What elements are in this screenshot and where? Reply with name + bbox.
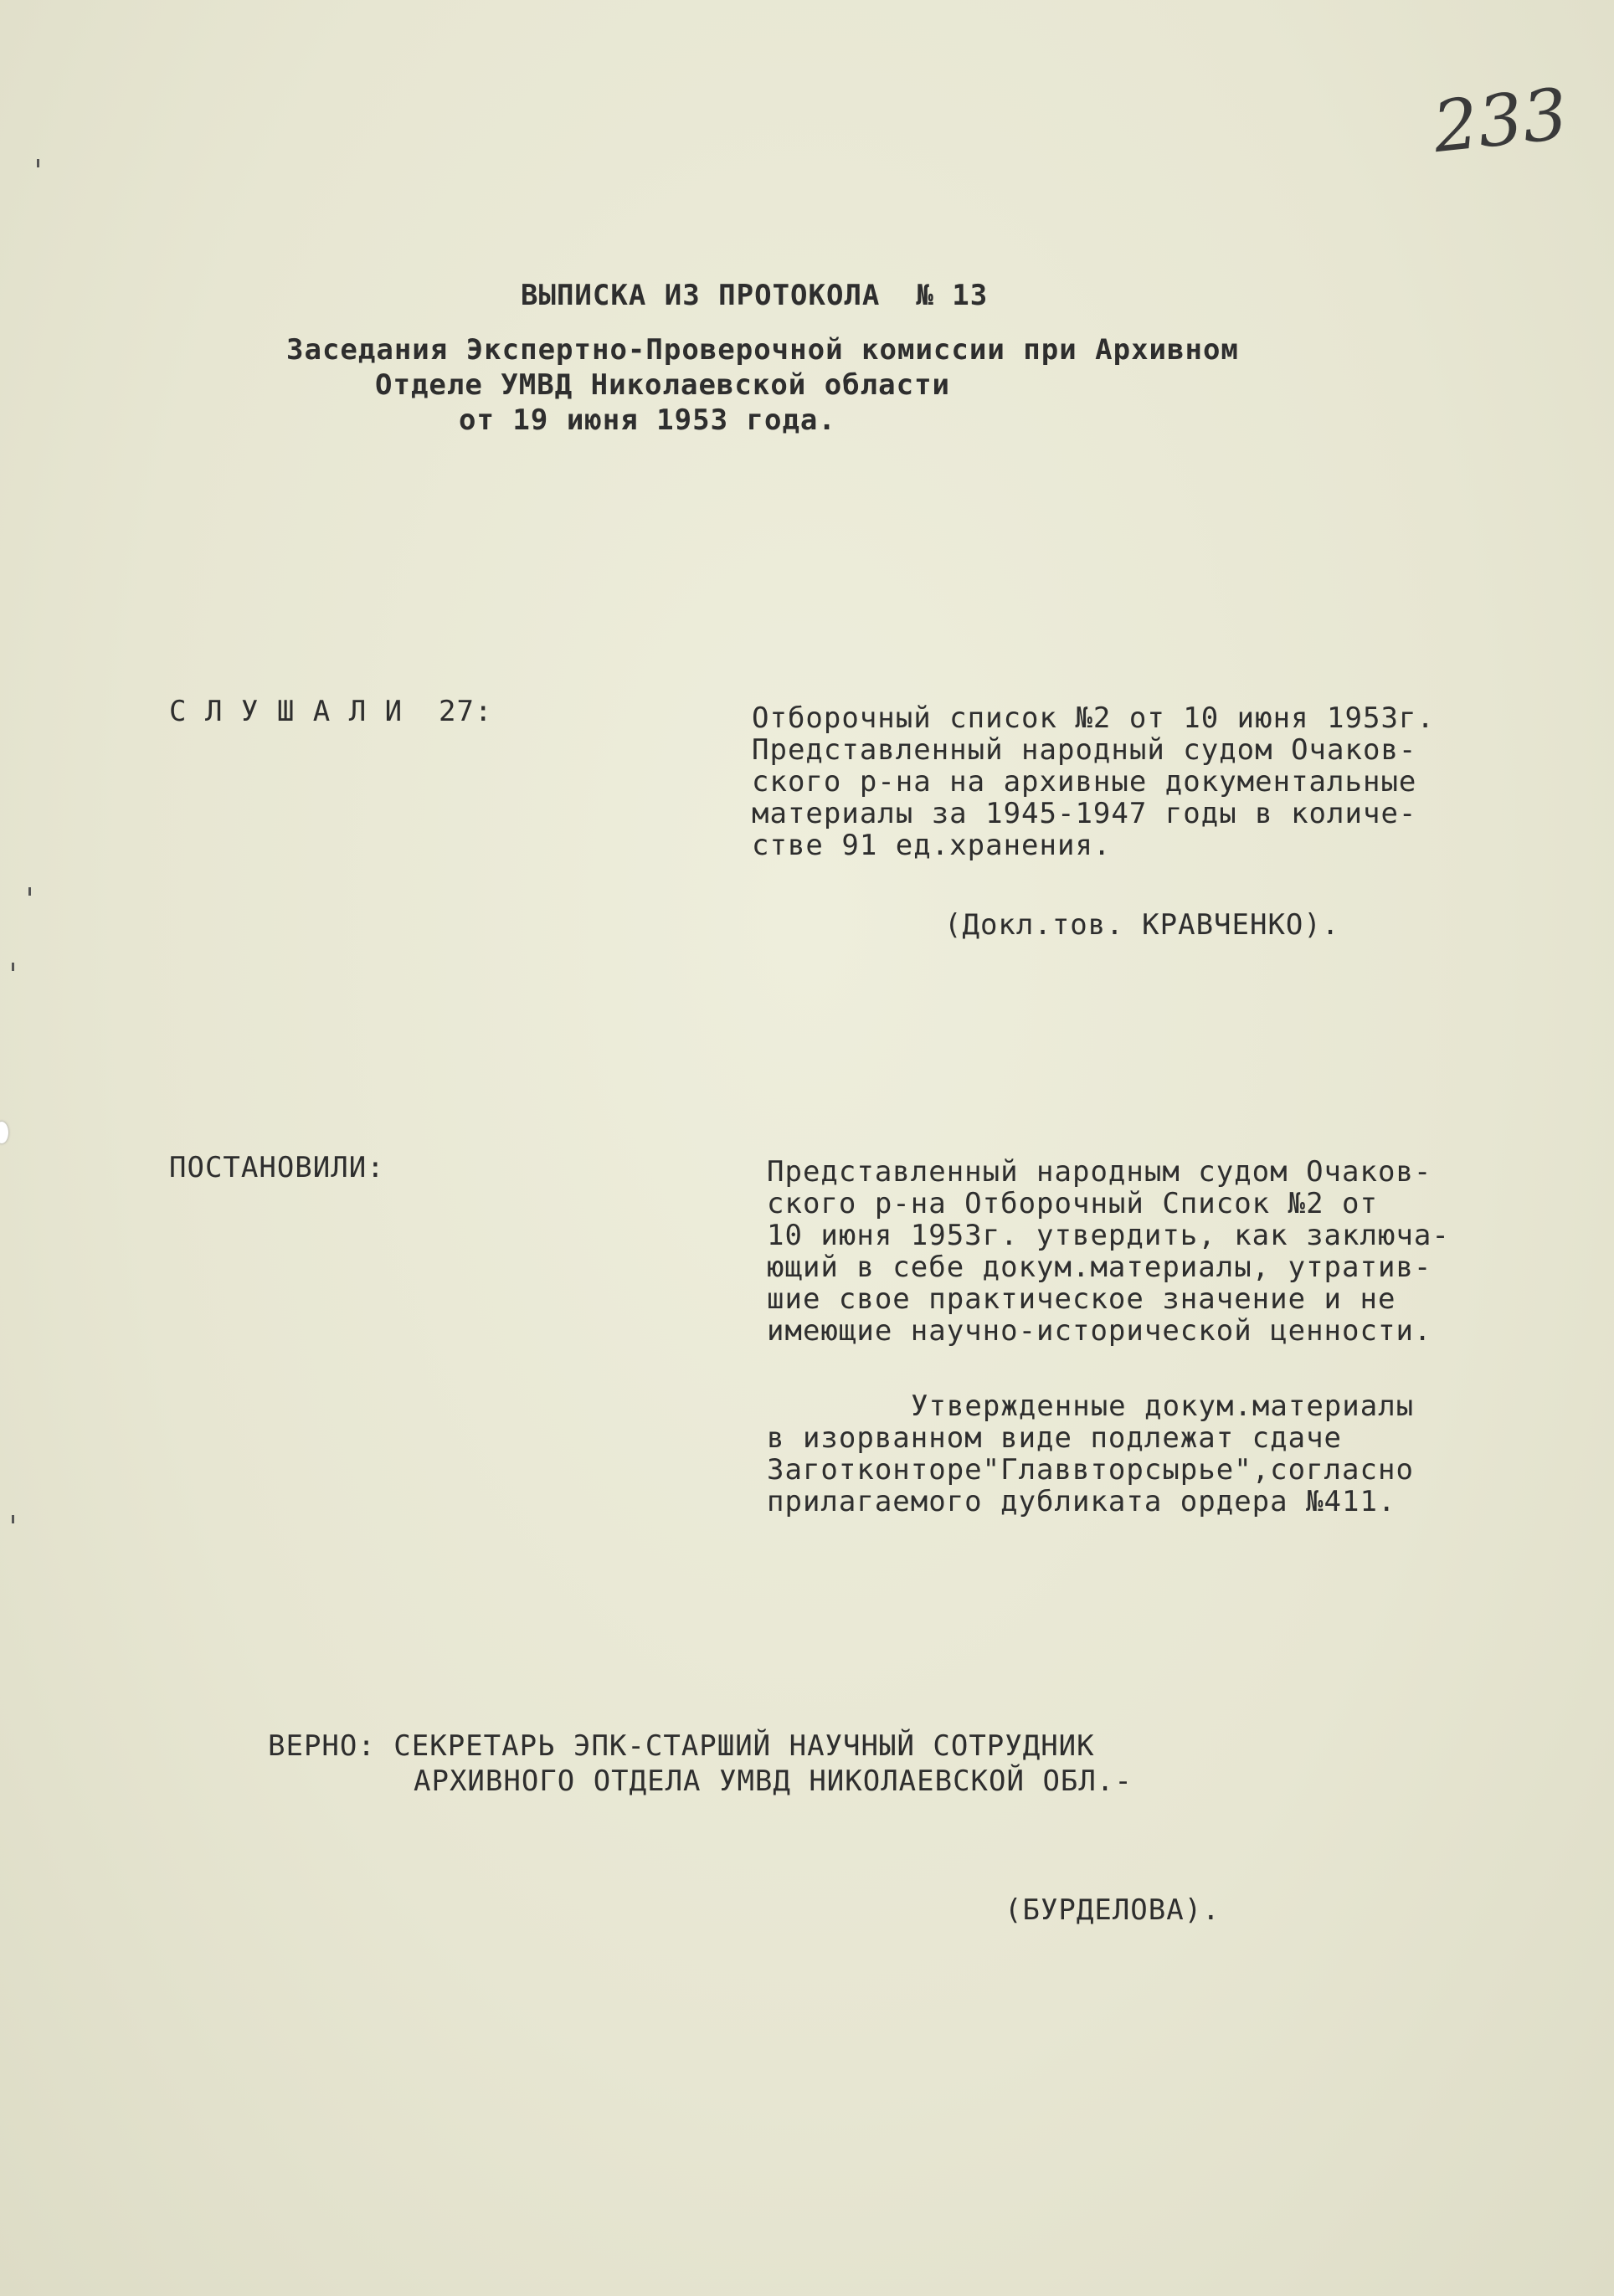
resolved-para2-line-1: Утвержденные докум.материалы [911, 1389, 1415, 1423]
resolved-para2-line-2: в изорванном виде подлежат сдаче [767, 1421, 1343, 1455]
punch-hole [0, 1122, 8, 1143]
edge-mark [12, 963, 14, 971]
heard-line-2: Представленный народный судом Очаков- [752, 733, 1417, 767]
heard-line-5: стве 91 ед.хранения. [752, 829, 1112, 862]
footer-line-1: ВЕРНО: СЕКРЕТАРЬ ЭПК-СТАРШИЙ НАУЧНЫЙ СОТРУДНИК [268, 1729, 1095, 1763]
resolved-line-5: шие свое практическое значение и не [767, 1282, 1396, 1316]
resolved-label: ПОСТАНОВИЛИ: [169, 1151, 385, 1184]
edge-mark [28, 887, 31, 896]
heard-line-4: материалы за 1945-1947 годы в количе- [752, 797, 1417, 830]
page-number: 233 [1429, 72, 1572, 169]
heard-speaker: (Докл.тов. КРАВЧЕНКО). [944, 908, 1340, 942]
resolved-line-1: Представленный народным судом Очаков- [767, 1155, 1432, 1189]
resolved-line-3: 10 июня 1953г. утвердить, как заключа- [767, 1219, 1450, 1252]
resolved-line-4: ющий в себе докум.материалы, утратив- [767, 1251, 1432, 1284]
document-title: ВЫПИСКА ИЗ ПРОТОКОЛА № 13 [521, 279, 989, 312]
edge-mark [12, 1515, 14, 1523]
header-line-3: Отделе УМВД Николаевской области [375, 368, 951, 402]
footer-line-2: АРХИВНОГО ОТДЕЛА УМВД НИКОЛАЕВСКОЙ ОБЛ.- [414, 1764, 1133, 1798]
resolved-para2-line-4: прилагаемого дубликата ордера №411. [767, 1485, 1396, 1518]
heard-line-1: Отборочный список №2 от 10 июня 1953г. [752, 701, 1435, 735]
header-line-2: Заседания Экспертно-Проверочной комиссии при Архивном [286, 333, 1239, 367]
signature: (БУРДЕЛОВА). [1005, 1893, 1221, 1927]
resolved-para2-line-3: Заготконторе"Главвторсырье",согласно [767, 1453, 1414, 1487]
resolved-line-2: ского р-на Отборочный Список №2 от [767, 1187, 1378, 1220]
heard-label: С Л У Ш А Л И 27: [169, 695, 493, 728]
heard-line-3: ского р-на на архивные документальные [752, 765, 1417, 799]
header-line-4: от 19 июня 1953 года. [459, 403, 836, 437]
resolved-line-6: имеющие научно-исторической ценности. [767, 1314, 1432, 1348]
edge-mark [37, 159, 39, 167]
